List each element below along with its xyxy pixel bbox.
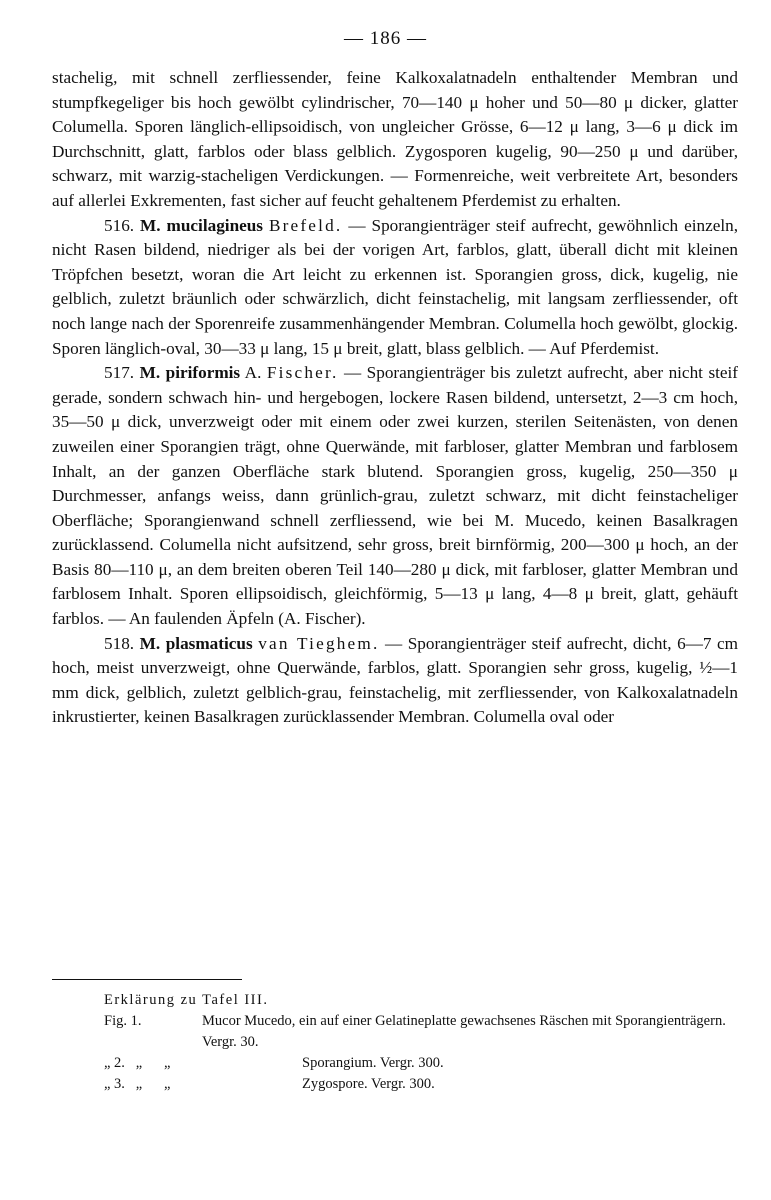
- species-name: plasmaticus: [165, 633, 253, 653]
- legend-row: [52, 1011, 738, 1053]
- legend-row: [52, 1053, 738, 1074]
- footnote-divider: [52, 979, 242, 980]
- body-text: [52, 66, 738, 730]
- species-description: — Sporangienträger steif aufrecht, gewöhnlich einzeln, nicht Rasen bildend, niedriger als bei der vorigen Art, farblos, glatt, überall dicht mit kleinen Tröpfchen besetzt, woran die Art leicht zu erkennen ist. Sporangien gross, dick, kugelig, nie gelblich, zuletzt bräunlich oder schwärzlich, dicht feinstachelig, mit langsam zerfliessender, oft noch lange nach der Sporenreife zusammenhängender Membran. Columella hoch gewölbt, glockig. Sporen länglich-oval, 30—33 μ lang, 15 μ breit, glatt, blass gelblich. — Auf Pferdemist.: [52, 215, 739, 358]
- genus-abbrev: M.: [140, 215, 161, 235]
- legend-desc: Mucor Mucedo, ein auf einer Gelatineplatte gewachsenes Räschen mit Sporangienträgern. Vergr. 30.: [202, 1013, 726, 1050]
- legend-label: Fig. 1.: [104, 1013, 142, 1029]
- plate-legend: [52, 990, 738, 1095]
- entry-number: 516.: [104, 215, 135, 235]
- entry-number: 518.: [104, 633, 135, 653]
- species-author: Brefeld.: [268, 215, 343, 235]
- genus-abbrev: M.: [139, 633, 161, 653]
- legend-label: „ 3. „ „: [104, 1076, 171, 1092]
- legend-label: „ 2. „ „: [104, 1055, 171, 1071]
- legend-heading: Erklärung zu Tafel III.: [104, 992, 269, 1008]
- species-name: piriformis: [165, 363, 241, 383]
- species-entry-518: [52, 632, 738, 730]
- entry-number: 517.: [104, 363, 135, 383]
- species-description: — Sporangienträger steif aufrecht, dicht, 6—7 cm hoch, meist unverzweigt, ohne Querwände, farblos, glatt. Sporangien sehr gross, kugelig, ½—1 mm dick, gelblich, zuletzt gelblich-grau, feinstachelig, mit zerfliessender, von Kalkoxalatnadeln inkrustierter, keinen Basalkragen zurücklassender Membran. Columella oval oder: [52, 633, 739, 727]
- legend-row: [52, 1074, 738, 1095]
- page-number: — 186 —: [344, 28, 427, 49]
- genus-abbrev: M.: [139, 363, 161, 383]
- species-name: mucilagineus: [166, 215, 263, 235]
- legend-desc: Zygospore. Vergr. 300.: [302, 1076, 435, 1092]
- species-author: van Tieghem.: [258, 633, 380, 653]
- species-author: Fischer.: [266, 363, 339, 383]
- continued-paragraph: stachelig, mit schnell zerfliessender, feine Kalkoxalatnadeln enthaltender Membran und stumpfkegeliger bis hoch gewölbt cylindrischer, 70—140 μ hoher und 50—80 μ dicker, glatter Columella. Sporen länglich-ellipsoidisch, von ungleicher Grösse, 6—12 μ lang, 3—6 μ dick im Durchschnitt, glatt, farblos oder blass gelblich. Zygosporen kugelig, 90—250 μ und darüber, schwarz, mit warzig-stacheligen Verdickungen. — Formenreiche, weit verbreitete Art, besonders auf allerlei Exkrementen, fast sicher auf feucht gehaltenem Pferdemist zu erhalten.: [52, 68, 738, 210]
- legend-desc: Sporangium. Vergr. 300.: [302, 1055, 444, 1071]
- species-entry-517: [52, 361, 738, 632]
- species-description: — Sporangienträger bis zuletzt aufrecht, aber nicht steif gerade, sondern schwach hin- und hergebogen, lockere Rasen bildend, untersetzt, 2—3 cm hoch, 35—50 μ dick, unverzweigt oder mit einem oder zwei kurzen, sterilen Seitenästen, von denen zuweilen einer Sporangien trägt, ohne Querwände, mit farbloser, glatter Membran und farblosem Inhalt, an der ganzen Oberfläche stark blutend. Sporangien gross, kugelig, 250—350 μ Durchmesser, anfangs weiss, dann grünlich-grau, zuletzt schwarz, mit dicht feinstacheliger Oberfläche; Sporangienwand schnell zerfliessend, wie bei M. Mucedo, keinen Basalkragen zurücklassend. Columella nicht aufsitzend, sehr gross, breit birnförmig, 200—300 μ hoch, an der Basis 80—110 μ, an dem breiten oberen Teil 140—280 μ dick, mit farbloser, glatter Membran und farblosem Inhalt. Sporen ellipsoidisch, gleichförmig, 5—13 μ lang, 4—8 μ breit, glatt, gehäuft farblos. — An faulenden Äpfeln (A. Fischer).: [52, 363, 739, 629]
- species-author-initial: A.: [244, 363, 262, 383]
- species-entry-516: [52, 214, 738, 362]
